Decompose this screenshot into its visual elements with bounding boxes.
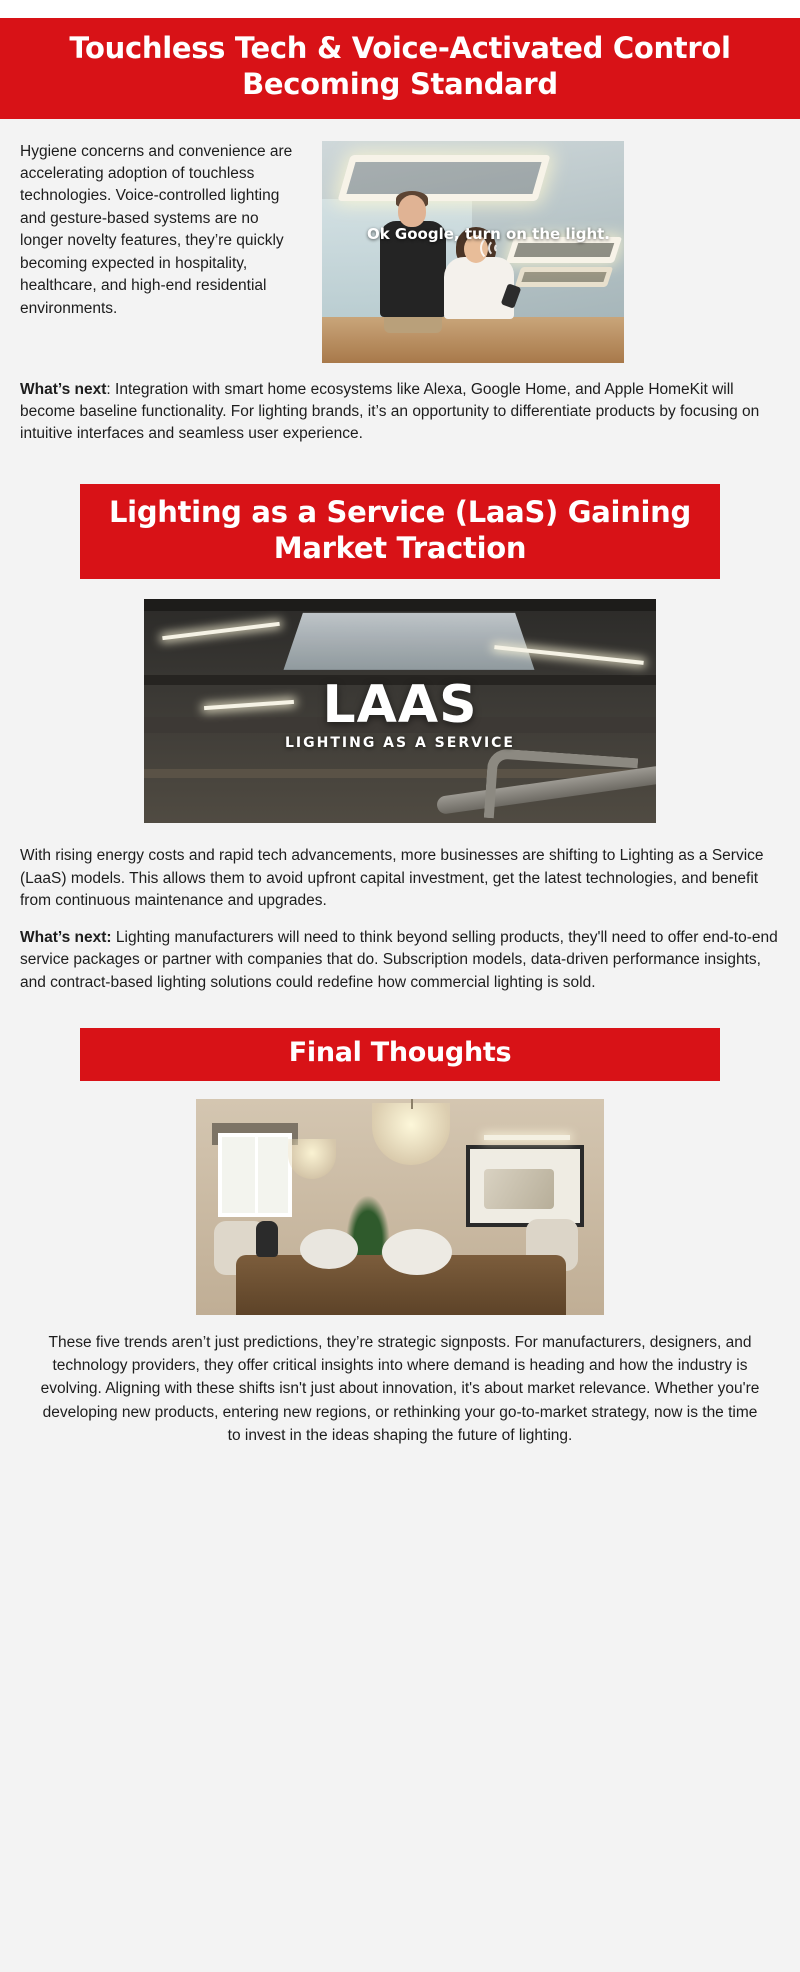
section-3-content [0,1081,800,1471]
laas-overlay-subtitle: LIGHTING AS A SERVICE [285,735,515,752]
section-2-body: With rising energy costs and rapid tech advancements, more businesses are shifting to Lighting as a Service (LaaS) models. This allows them to avoid upfront capital investment, get the latest technologies, and benefit from continuous maintenance and upgrades. [20,847,764,910]
section-1-heading: Touchless Tech & Voice-Activated Control Becoming Standard [0,18,800,119]
photo-ceiling-beam [144,599,656,611]
section-3-body: These five trends aren’t just predictions, they’re strategic signposts. For manufacturers, designers, and technology providers, they offer critical insights into where demand is heading and how the industry is evolving. Aligning with these shifts isn't just about innovation, it's about market relevance. Whether you're developing new products, entering new regions, or rethinking your go-to-market strategy, now is the time to invest in the ideas shaping the future of lighting. [40,1333,760,1444]
laas-photo [144,599,656,823]
section-2-whats-next-text: Lighting manufacturers will need to think beyond selling products, they'll need to offer end-to-end service packages or partner with companies that do. Subscription models, data-driven performance insights, and contract-based lighting solutions could redefine how commercial lighting is sold. [20,928,778,991]
section-2-heading: Lighting as a Service (LaaS) Gaining Market Traction [80,484,720,580]
hexagon-pendant-light-icon [337,155,550,201]
top-white-strip [0,0,800,18]
bottom-spacer [0,1471,800,1489]
section-2-text [0,845,800,1028]
laas-overlay-title: LAAS [322,675,478,736]
photo-vase [256,1221,278,1257]
secondary-pendant-light-icon [515,267,613,287]
dining-room-photo [196,1099,604,1315]
photo-person-standing-head [398,195,426,227]
photo-framed-artwork [466,1145,584,1227]
photo-counter [322,317,624,363]
section-1-body: Hygiene concerns and convenience are accelerating adoption of touchless technologies. Voice-controlled lighting and gesture-based systems are no longer novelty features, they’re quickly becoming expected in hospitality, healthcare, and high-end residential environments. [20,142,293,317]
voice-control-photo [322,141,624,363]
section-1-whats-next-label: What’s next [20,380,107,398]
section-2-whats-next-label: What’s next: [20,928,112,946]
photo-skylight [284,613,535,670]
photo-decor-object [300,1229,358,1269]
picture-light-icon [484,1135,570,1140]
photo-person-seated [444,257,514,319]
linear-light-fixture-icon [162,622,280,640]
section-3-heading: Final Thoughts [80,1028,720,1081]
section-1-text-column [20,141,302,321]
photo-decor-object [382,1229,452,1275]
voice-command-caption: Ok Google, turn on the light. [366,224,610,243]
section-2-content [0,579,800,823]
section-1-whats-next-text: : Integration with smart home ecosystems like Alexa, Google Home, and Apple HomeKit will become baseline functionality. For lighting brands, it’s an opportunity to differentiate products by focusing on intuitive interfaces and seamless user experience. [20,380,760,443]
photo-window [218,1133,292,1217]
section-3-text [20,1331,780,1447]
section-1-whats-next [0,373,800,484]
section-1-content [0,119,800,373]
photo-railing [484,748,639,823]
